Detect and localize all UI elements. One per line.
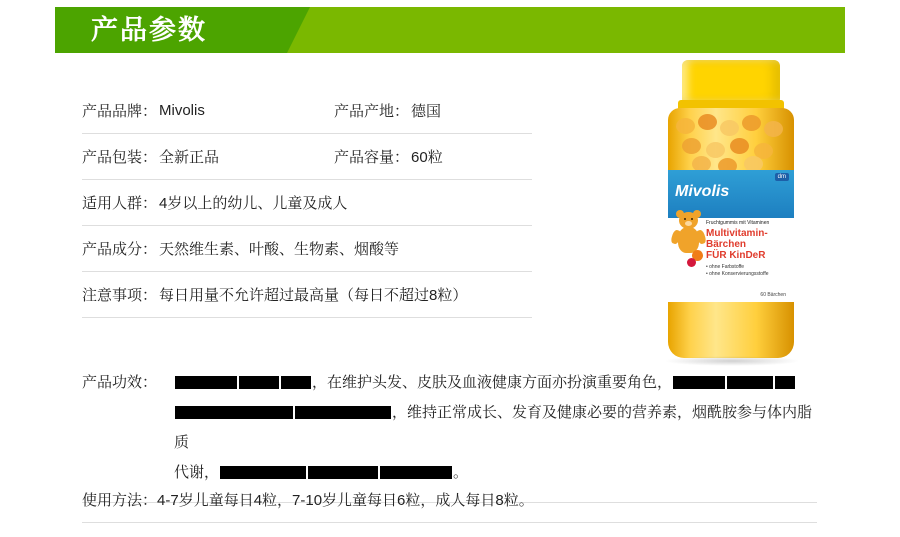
efficacy-text [174, 368, 817, 488]
product-image [640, 60, 860, 360]
page-title: 产品参数 [91, 15, 207, 45]
label-bullet-2: • ohne Konservierungsstoffe [706, 271, 769, 277]
spec-cell-capacity [334, 146, 443, 167]
redacted-text [239, 376, 279, 389]
spec-cell-packaging [82, 146, 334, 167]
usage-value: 4-7岁儿童每日4粒，7-10岁儿童每日6粒，成人每日8粒。 [157, 492, 534, 509]
table-row [82, 226, 532, 272]
redacted-text [281, 376, 311, 389]
redacted-text [775, 376, 795, 389]
redacted-text [175, 376, 237, 389]
redacted-text [175, 406, 293, 419]
table-row [82, 134, 532, 180]
product-usage-block [82, 480, 817, 523]
bottle-shadow [664, 356, 800, 366]
table-row [82, 88, 532, 134]
efficacy-line3-start: 代谢， [174, 464, 220, 481]
redacted-text [380, 466, 452, 479]
spec-label-packaging: 产品包装： [82, 149, 158, 166]
table-row [82, 272, 532, 318]
spec-label-brand: 产品品牌： [82, 103, 158, 120]
spec-label-origin: 产品产地： [334, 103, 410, 120]
spec-label-audience: 适用人群： [82, 195, 158, 212]
spec-label-caution: 注意事项： [82, 287, 158, 304]
gummy [698, 114, 717, 130]
spec-value-brand: Mivolis [159, 102, 205, 119]
spec-cell-ingredients [82, 238, 399, 259]
bear-eye-right [691, 218, 693, 220]
gummy [682, 138, 701, 154]
spec-value-audience: 4岁以上的幼儿、儿童及成人 [159, 195, 348, 212]
spec-value-ingredients: 天然维生素、叶酸、生物素、烟酸等 [159, 241, 400, 258]
label-subtitle: Fruchtgummis mit Vitaminen [706, 220, 770, 226]
bottle-label [668, 170, 794, 302]
bottle-cap [682, 60, 780, 102]
spec-cell-caution [82, 284, 467, 305]
bear-eye-left [684, 218, 686, 220]
efficacy-line1-mid: ，在维护头发、皮肤及血液健康方面亦扮演重要角色， [312, 374, 673, 391]
dm-logo: dm [775, 173, 789, 181]
efficacy-line2-mid: ，维持正常成长、发育及健康必要的营养素，烟酰胺参与体内脂质 [174, 404, 813, 451]
bear-mascot-icon [672, 210, 706, 268]
gummy [764, 121, 783, 137]
label-product-name [706, 228, 768, 250]
redacted-text [673, 376, 725, 389]
gummy [730, 138, 749, 154]
brand-name: Mivolis [675, 183, 730, 200]
spec-value-capacity: 60粒 [411, 149, 443, 166]
redacted-text [220, 466, 306, 479]
label-product-line1: Multivitamin- [706, 228, 768, 239]
spec-value-origin: 德国 [411, 103, 442, 120]
section-header [55, 7, 845, 53]
label-product-line2: Bärchen [706, 239, 747, 250]
gummy-bears-visible [672, 112, 790, 172]
product-spec-table [82, 88, 532, 318]
berry-fruit-icon [687, 258, 696, 267]
spec-label-ingredients: 产品成分： [82, 241, 158, 258]
bear-snout [685, 221, 692, 226]
gummy [706, 142, 725, 158]
redacted-text [727, 376, 773, 389]
spec-label-capacity: 产品容量： [334, 149, 410, 166]
spec-cell-origin [334, 100, 441, 121]
efficacy-label: 产品功效： [82, 374, 158, 391]
efficacy-line3-end: 。 [453, 464, 469, 481]
spec-value-caution: 每日用量不允许超过最高量（每日不超过8粒） [159, 287, 468, 304]
spec-cell-brand [82, 100, 334, 121]
label-bullet-1: • ohne Farbstoffe [706, 264, 745, 270]
label-product-line3: FÜR KinDeR [706, 250, 766, 261]
usage-label: 使用方法： [82, 492, 158, 509]
table-row [82, 180, 532, 226]
spec-value-packaging: 全新正品 [159, 149, 220, 166]
gummy [676, 118, 695, 134]
gummy [742, 115, 761, 131]
redacted-text [295, 406, 391, 419]
label-bullets [706, 264, 769, 278]
gummy [720, 120, 739, 136]
spec-cell-audience [82, 192, 347, 213]
redacted-text [308, 466, 378, 479]
label-count: 60 Bärchen [760, 292, 786, 298]
